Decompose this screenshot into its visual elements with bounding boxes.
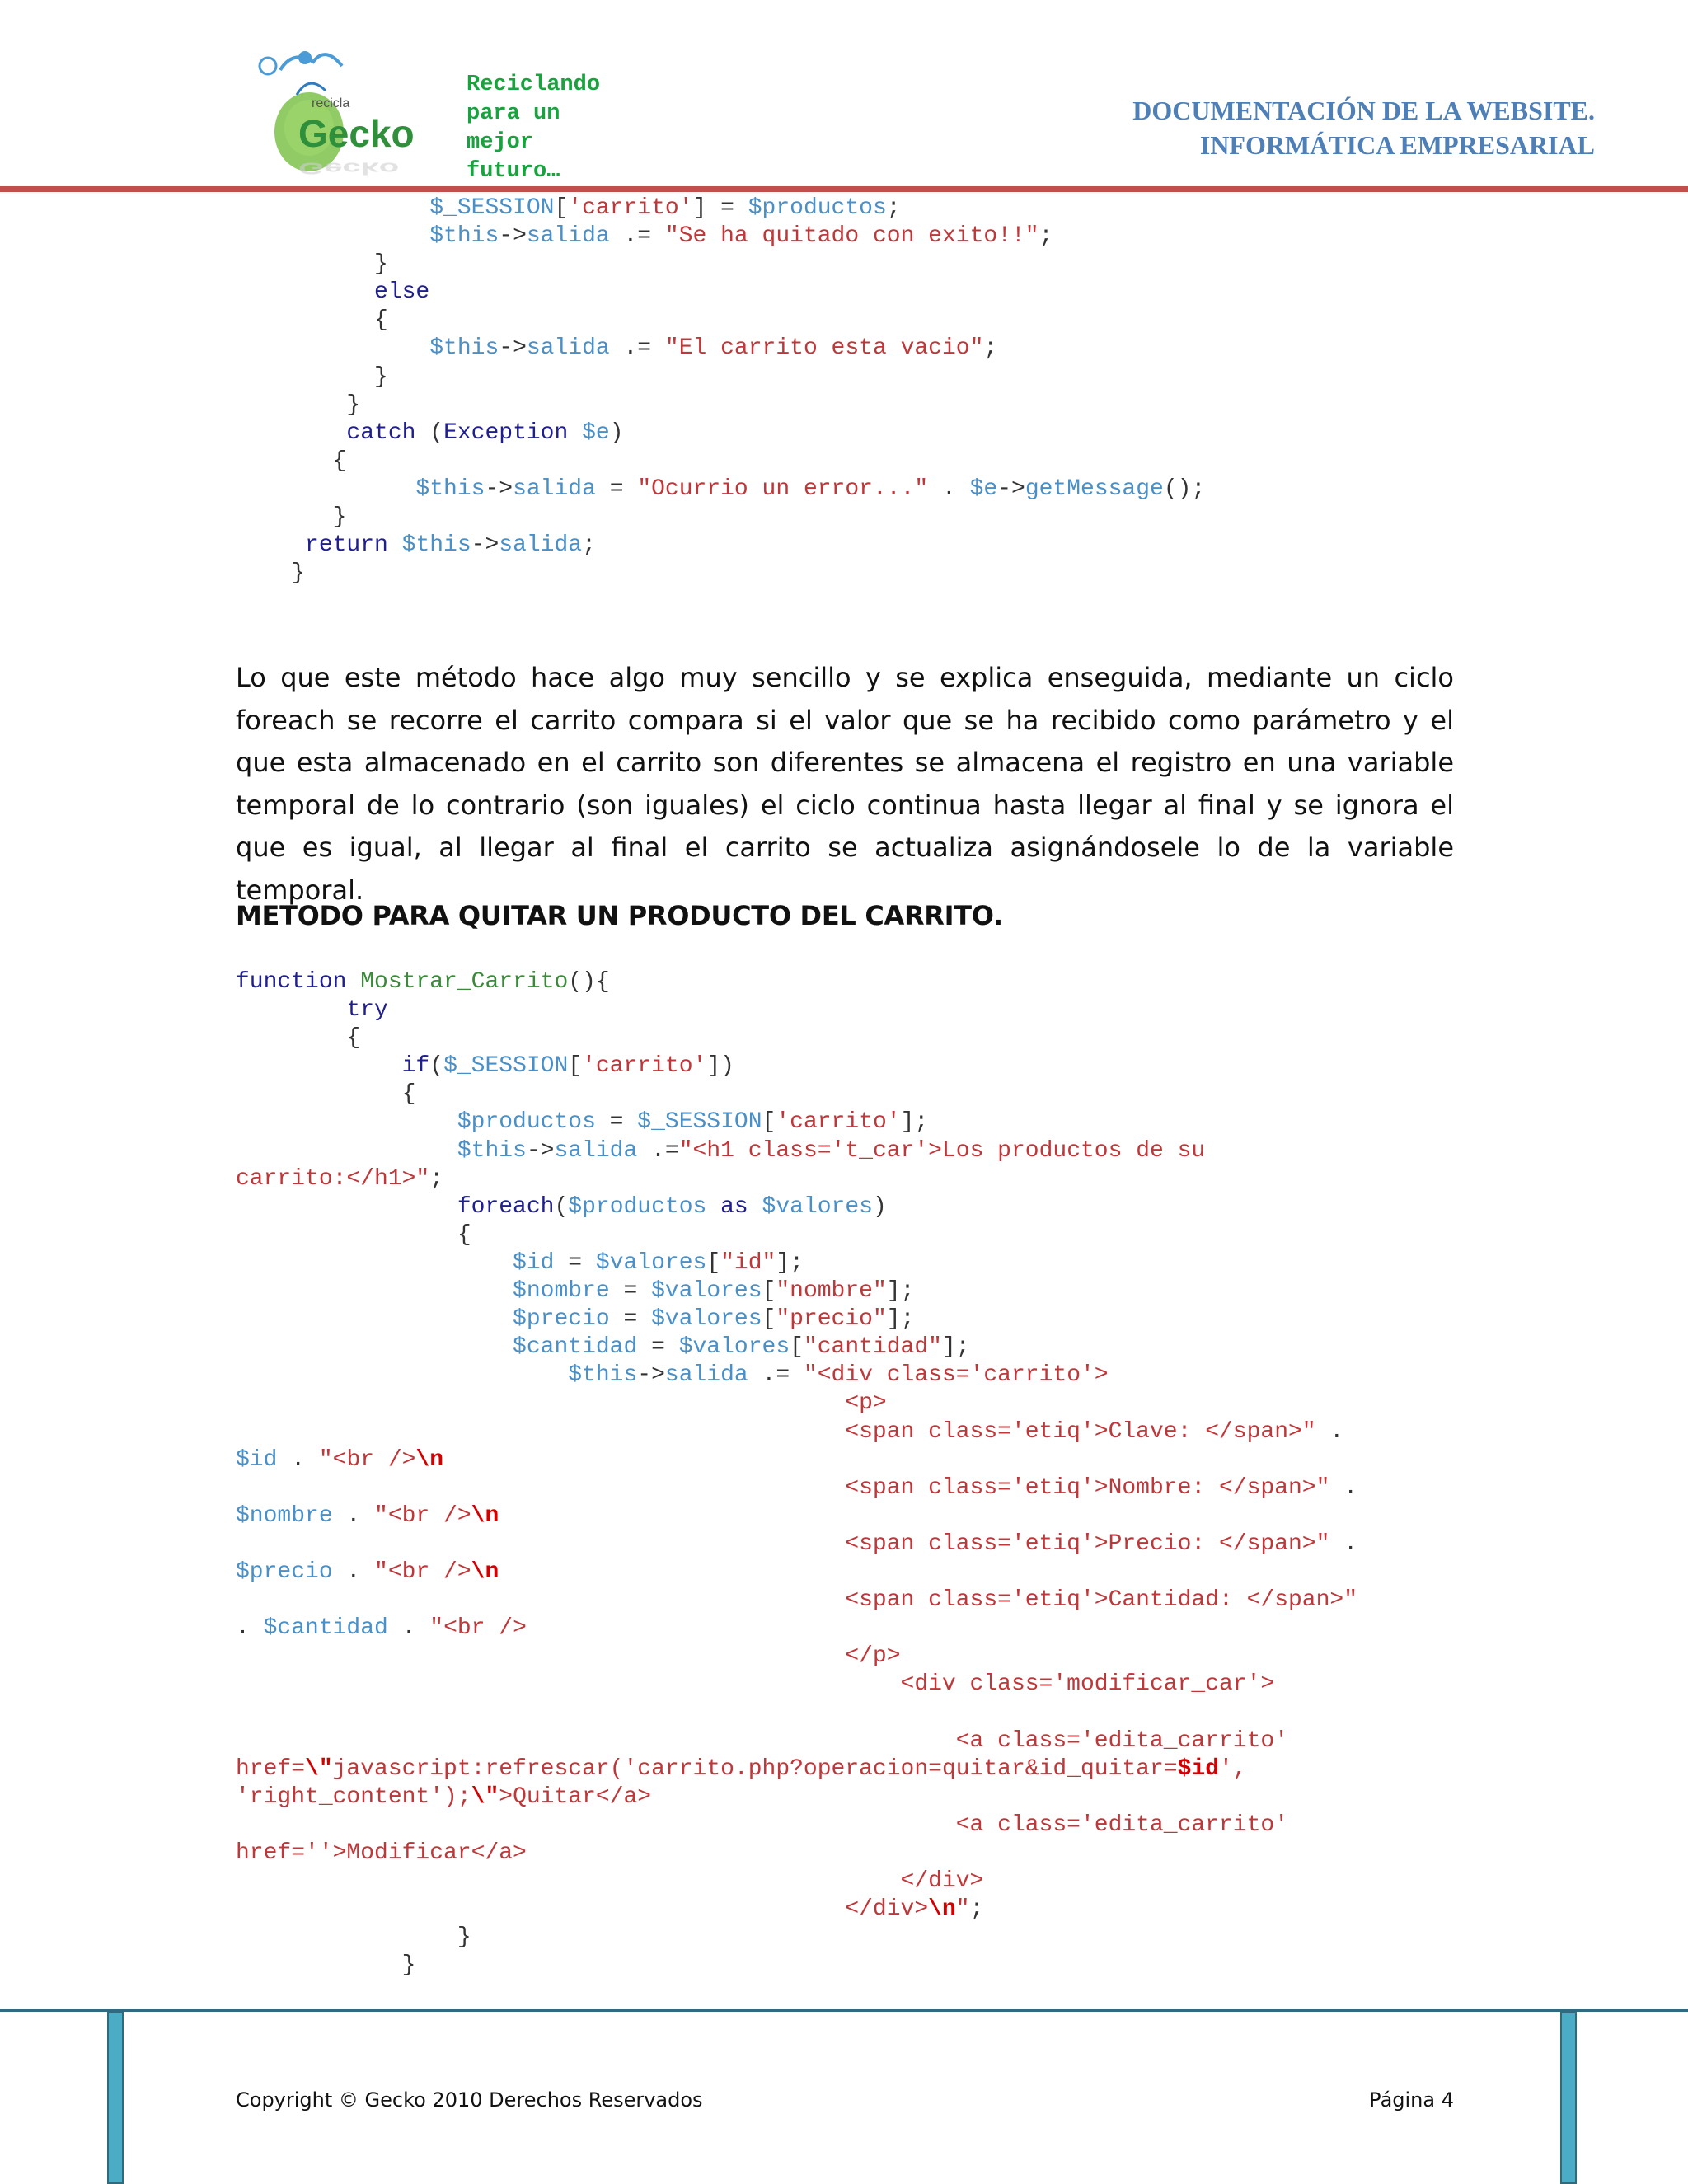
code-token: ]; — [776, 1249, 804, 1276]
code-token: 'carrito' — [582, 1053, 707, 1080]
code-token: "id" — [720, 1249, 776, 1276]
code-line — [236, 1165, 1357, 1193]
code-token: $_SESSION — [637, 1109, 762, 1136]
code-token: \n — [471, 1558, 499, 1585]
code-token: ( — [429, 419, 444, 446]
code-token: { — [236, 1081, 416, 1108]
code-token: "cantidad" — [803, 1334, 942, 1361]
code-token: $this — [236, 1137, 527, 1164]
code-token: as — [720, 1193, 762, 1220]
tagline-line: para un — [467, 101, 560, 126]
code-token: ( — [429, 1053, 444, 1080]
code-token: $cantidad — [236, 1334, 638, 1361]
code-line — [236, 1137, 1357, 1165]
tagline — [467, 71, 600, 186]
code-token: $valores — [762, 1193, 873, 1220]
code-line — [236, 1108, 1357, 1137]
code-token: ) — [609, 419, 624, 446]
code-line — [236, 1558, 1357, 1586]
code-token: salida — [499, 532, 583, 559]
code-line — [236, 419, 1205, 448]
code-token: ( — [554, 1193, 569, 1220]
code-token: = — [609, 1278, 652, 1305]
code-line — [236, 448, 1205, 476]
code-token: ]; — [886, 1306, 915, 1333]
tagline-line: Reciclando — [467, 73, 601, 97]
code-token: "<br /> — [429, 1615, 527, 1642]
code-token: $productos — [236, 1109, 596, 1136]
code-token: = — [637, 1334, 679, 1361]
code-line — [236, 1783, 1357, 1811]
code-token: $_SESSION — [443, 1053, 569, 1080]
code-token: -> — [499, 223, 527, 250]
code-token: $this — [236, 476, 485, 502]
code-token: salida — [513, 476, 596, 502]
code-line — [236, 1361, 1357, 1390]
code-token: <span class='etiq'>Nombre: </span>" — [236, 1474, 1330, 1501]
code-token: ; — [582, 532, 596, 559]
code-token: .= — [609, 335, 665, 362]
code-token: .= — [609, 223, 665, 250]
code-token: -> — [471, 532, 499, 559]
footer-rule — [0, 2009, 1688, 2012]
code-line — [236, 1671, 1357, 1699]
code-token: . — [928, 476, 970, 502]
code-token: $valores — [651, 1278, 762, 1305]
code-token: $nombre — [236, 1502, 333, 1529]
code-token: . — [332, 1558, 375, 1585]
code-token: ]; — [941, 1334, 970, 1361]
code-line — [236, 1699, 1357, 1727]
header-rule — [0, 186, 1688, 192]
code-line — [236, 1193, 1357, 1221]
code-line — [236, 1952, 1357, 1980]
code-token: "Ocurrio un error..." — [637, 476, 929, 502]
code-token: (); — [1163, 476, 1206, 502]
code-token: "<br /> — [374, 1502, 471, 1529]
code-token: salida — [664, 1362, 748, 1389]
code-token: (){ — [568, 969, 610, 995]
tagline-line: futuro… — [467, 159, 560, 184]
code-token: <span class='etiq'>Precio: </span>" — [236, 1530, 1330, 1557]
code-token: = — [554, 1249, 596, 1276]
code-token: ; — [429, 1165, 444, 1192]
code-token: </div> — [236, 1896, 929, 1923]
code-token: ; — [886, 195, 901, 221]
code-token: $cantidad — [263, 1615, 388, 1642]
code-token: $id — [236, 1249, 555, 1276]
code-token: = — [595, 476, 638, 502]
code-token: href= — [236, 1755, 306, 1782]
doc-subtitle: INFORMÁTICA EMPRESARIAL — [1199, 130, 1595, 160]
code-token: } — [236, 1924, 471, 1951]
code-token: $this — [236, 335, 499, 362]
code-line — [236, 1727, 1357, 1755]
code-token: try — [236, 997, 388, 1024]
code-line — [236, 532, 1205, 560]
code-token: 'right_content'); — [236, 1783, 471, 1810]
code-token: . — [1329, 1530, 1358, 1557]
code-token: = — [609, 1306, 652, 1333]
code-block-bottom — [236, 968, 1357, 1980]
code-token: </p> — [236, 1643, 901, 1670]
code-line — [236, 1024, 1357, 1052]
code-token: ]) — [706, 1053, 734, 1080]
code-token: "Se ha quitado con exito!!" — [664, 223, 1039, 250]
code-line — [236, 1305, 1357, 1333]
code-token: -> — [499, 335, 527, 362]
code-line — [236, 1221, 1357, 1249]
code-line — [236, 1896, 1357, 1924]
code-line — [236, 1333, 1357, 1361]
code-token: { — [236, 1025, 361, 1052]
code-token: function — [236, 969, 361, 995]
doc-header — [1132, 93, 1595, 162]
code-token: ]; — [900, 1109, 929, 1136]
code-token: "<div class='carrito'> — [803, 1362, 1109, 1389]
code-token: } — [236, 1952, 416, 1979]
footer-bar-left — [107, 2012, 124, 2184]
code-token: salida — [526, 223, 610, 250]
code-token: href=''>Modificar</a> — [236, 1840, 527, 1866]
code-line — [236, 1615, 1357, 1643]
code-token: <span class='etiq'>Cantidad: </span>" — [236, 1587, 1358, 1614]
code-line — [236, 1530, 1357, 1558]
code-line — [236, 1811, 1357, 1840]
code-token: $valores — [678, 1334, 790, 1361]
code-line — [236, 476, 1205, 504]
code-token: -> — [485, 476, 513, 502]
code-line — [236, 251, 1205, 279]
code-line — [236, 279, 1205, 307]
code-token: \n — [471, 1502, 499, 1529]
code-token: [ — [790, 1334, 804, 1361]
code-token: . — [1315, 1418, 1344, 1445]
code-token: $productos — [568, 1193, 721, 1220]
gecko-logo — [247, 45, 429, 177]
code-token: \n — [928, 1896, 956, 1923]
code-token: $this — [236, 1362, 638, 1389]
code-line — [236, 504, 1205, 532]
code-token: [ — [706, 1249, 721, 1276]
code-token: 'carrito' — [568, 195, 693, 221]
code-token: $valores — [595, 1249, 707, 1276]
code-token: } — [236, 391, 361, 418]
gecko-logo-icon — [247, 45, 429, 177]
code-token: ; — [983, 335, 998, 362]
footer-bar-right — [1560, 2012, 1577, 2184]
code-line — [236, 1474, 1357, 1502]
logo-text: Gecko — [298, 112, 415, 155]
code-token: -> — [637, 1362, 665, 1389]
code-token: [ — [762, 1278, 776, 1305]
code-token: javascript:refrescar('carrito.php?operacion=quitar&id_quitar= — [332, 1755, 1178, 1782]
code-token: $this — [401, 532, 471, 559]
code-line — [236, 560, 1205, 588]
section-heading: METODO PARA QUITAR UN PRODUCTO DEL CARRITO. — [236, 900, 1003, 931]
code-token: . — [236, 1615, 264, 1642]
tagline-line: mejor — [467, 130, 534, 155]
code-line — [236, 1586, 1357, 1615]
code-token: "nombre" — [776, 1278, 887, 1305]
code-token: ; — [969, 1896, 984, 1923]
code-token: [ — [762, 1109, 776, 1136]
code-line — [236, 1249, 1357, 1277]
code-token: 'carrito' — [776, 1109, 901, 1136]
code-token: $precio — [236, 1306, 610, 1333]
code-line — [236, 223, 1205, 251]
code-line — [236, 335, 1205, 363]
code-token: Mostrar_Carrito — [360, 969, 569, 995]
code-token: . — [1329, 1474, 1358, 1501]
footer-page-number: Página 4 — [1369, 2088, 1454, 2111]
code-line — [236, 363, 1205, 391]
code-block-top — [236, 194, 1205, 588]
code-token: $_SESSION — [236, 195, 555, 221]
code-token: <a class='edita_carrito' — [236, 1811, 1289, 1838]
code-line — [236, 1390, 1357, 1418]
code-token: { — [236, 448, 347, 474]
code-token: ) — [872, 1193, 887, 1220]
code-token: <a class='edita_carrito' — [236, 1727, 1289, 1754]
code-line — [236, 194, 1205, 223]
code-token: [ — [568, 1053, 583, 1080]
code-token: . — [387, 1615, 430, 1642]
code-token: <div class='modificar_car'> — [236, 1671, 1275, 1698]
code-token: } — [236, 504, 347, 531]
code-line — [236, 1924, 1357, 1952]
code-token: $e — [969, 476, 998, 502]
code-token: $this — [236, 223, 499, 250]
code-token: $precio — [236, 1558, 333, 1585]
body-paragraph: Lo que este método hace algo muy sencillo y se explica enseguida, mediante un ciclo foreach se recorre el carrito compara si el valor que se ha recibido como parámetro y el que esta almacenado en el carrito son diferentes se almacena el registro en una variable temporal de lo contrario (son iguales) el ciclo continua hasta llegar al final y se ignora el que es igual, al llegar al final el carrito se actualiza asignándosele lo de la variable temporal. — [236, 662, 1454, 906]
code-line — [236, 1418, 1357, 1446]
code-token: catch — [236, 419, 430, 446]
code-token: $e — [582, 419, 610, 446]
doc-title: DOCUMENTACIÓN DE LA WEBSITE. — [1132, 96, 1595, 125]
code-token: .= — [748, 1362, 804, 1389]
code-token: \" — [471, 1783, 499, 1810]
code-token: </div> — [236, 1868, 984, 1894]
code-token: <span class='etiq'>Clave: </span>" — [236, 1418, 1316, 1445]
code-line — [236, 968, 1357, 996]
code-line — [236, 1277, 1357, 1305]
code-token: "<h1 class='t_car'>Los productos de su — [678, 1137, 1206, 1164]
code-token: -> — [997, 476, 1025, 502]
code-line — [236, 1502, 1357, 1530]
code-token: Exception — [443, 419, 583, 446]
code-line — [236, 1080, 1357, 1108]
code-token: carrito:</h1>" — [236, 1165, 430, 1192]
code-token: .= — [637, 1137, 679, 1164]
code-line — [236, 1755, 1357, 1783]
code-token: <p> — [236, 1390, 887, 1417]
code-line — [236, 996, 1357, 1024]
code-token: ] = — [692, 195, 748, 221]
code-token: "<br /> — [318, 1446, 416, 1473]
code-token: -> — [526, 1137, 555, 1164]
code-token: else — [236, 279, 430, 306]
code-token: salida — [526, 335, 610, 362]
code-token: $nombre — [236, 1278, 610, 1305]
code-token: return — [236, 532, 402, 559]
footer-copyright: Copyright © Gecko 2010 Derechos Reservados — [236, 2088, 703, 2111]
code-token: [ — [554, 195, 569, 221]
code-token: } — [236, 363, 388, 390]
code-token: } — [236, 251, 388, 278]
code-line — [236, 1840, 1357, 1868]
code-token: [ — [762, 1306, 776, 1333]
code-token: " — [955, 1896, 970, 1923]
code-token: >Quitar</a> — [499, 1783, 652, 1810]
code-token: if — [236, 1053, 430, 1080]
code-token: salida — [554, 1137, 638, 1164]
code-line — [236, 1643, 1357, 1671]
logo-reflection: Gecko — [298, 159, 400, 177]
code-token: foreach — [236, 1193, 555, 1220]
code-token: } — [236, 560, 306, 587]
code-line — [236, 1052, 1357, 1080]
code-token: $id — [1177, 1755, 1220, 1782]
logo-subtext: recicla — [312, 96, 350, 110]
code-token: \" — [305, 1755, 333, 1782]
code-token: $productos — [748, 195, 887, 221]
code-line — [236, 1446, 1357, 1474]
code-token: { — [236, 307, 388, 334]
code-token: . — [277, 1446, 319, 1473]
code-token: = — [595, 1109, 638, 1136]
code-token: $id — [236, 1446, 278, 1473]
code-token: ]; — [886, 1278, 915, 1305]
code-token: \n — [415, 1446, 444, 1473]
code-token: ; — [1039, 223, 1053, 250]
code-token: "El carrito esta vacio" — [664, 335, 984, 362]
code-line — [236, 307, 1205, 335]
code-token: . — [332, 1502, 375, 1529]
code-token: { — [236, 1221, 471, 1248]
code-token: "<br /> — [374, 1558, 471, 1585]
code-token: "precio" — [776, 1306, 887, 1333]
code-token: getMessage — [1025, 476, 1164, 502]
code-line — [236, 1868, 1357, 1896]
code-token: $valores — [651, 1306, 762, 1333]
code-line — [236, 391, 1205, 419]
code-token: ', — [1219, 1755, 1247, 1782]
